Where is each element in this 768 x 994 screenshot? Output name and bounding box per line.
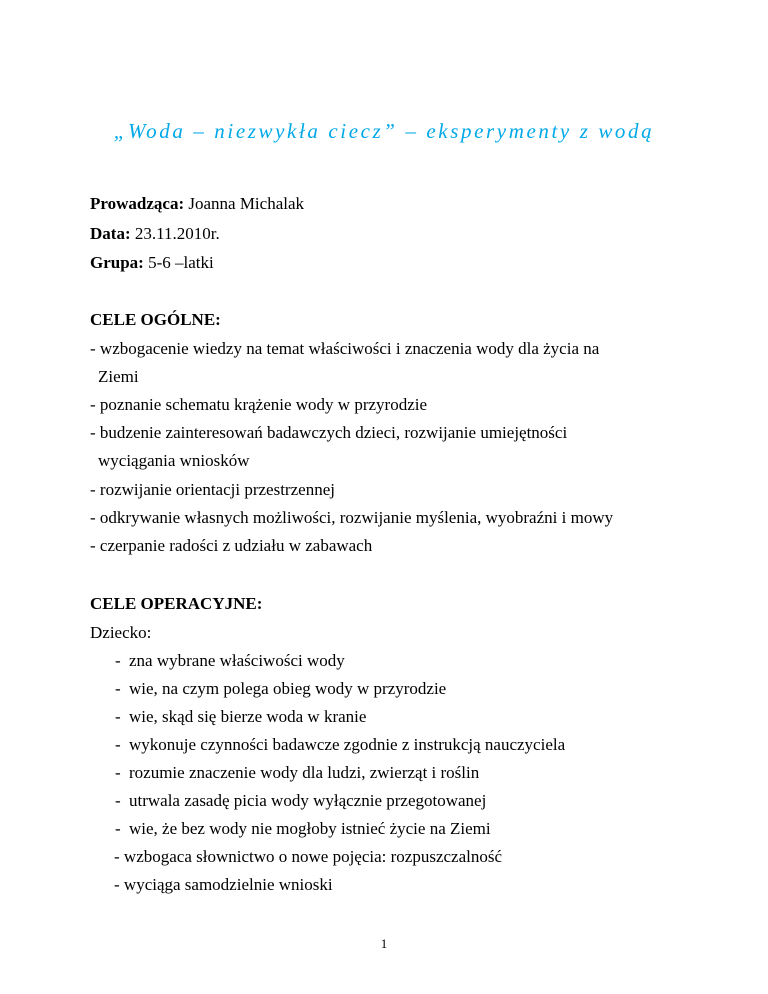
group-line (90, 252, 214, 274)
operational-goal-item: - wie, że bez wody nie mogłoby istnieć życie na Ziemi (115, 819, 491, 838)
general-goal-item: - czerpanie radości z udziału w zabawach (90, 536, 373, 555)
operational-goals-heading: CELE OPERACYJNE: (90, 594, 263, 613)
leader-value: Joanna Michalak (184, 194, 305, 213)
general-goals-heading: CELE OGÓLNE: (90, 310, 221, 329)
general-goal-item-continuation: wyciągania wniosków (98, 451, 250, 470)
date-label: Data: (90, 224, 131, 243)
operational-goal-item: - wykonuje czynności badawcze zgodnie z instrukcją nauczyciela (115, 735, 566, 754)
page-number: 1 (380, 936, 388, 951)
general-goal-item: - odkrywanie własnych możliwości, rozwijanie myślenia, wyobraźni i mowy (90, 508, 614, 527)
leader-label: Prowadząca: (90, 194, 185, 213)
operational-goal-item: - wyciąga samodzielnie wnioski (114, 875, 333, 894)
group-value: 5-6 –latki (143, 253, 214, 272)
date-value: 23.11.2010r. (130, 224, 220, 243)
operational-goal-item: - wie, na czym polega obieg wody w przyrodzie (115, 679, 447, 698)
leader-line (90, 193, 304, 215)
group-label: Grupa: (90, 253, 144, 272)
operational-goal-item: - utrwala zasadę picia wody wyłącznie przegotowanej (115, 791, 487, 810)
document-title: „Woda – niezwykła ciecz” – eksperymenty z wodą (113, 119, 655, 143)
general-goal-item: - rozwijanie orientacji przestrzennej (90, 480, 335, 499)
general-goal-item: - wzbogacenie wiedzy na temat właściwości i znaczenia wody dla życia na (90, 339, 600, 358)
general-goal-item-continuation: Ziemi (98, 367, 139, 386)
operational-goal-item: - rozumie znaczenie wody dla ludzi, zwierząt i roślin (115, 763, 480, 782)
operational-goal-item: - wzbogaca słownictwo o nowe pojęcia: rozpuszczalność (114, 847, 503, 866)
general-goal-item: - poznanie schematu krążenie wody w przyrodzie (90, 395, 428, 414)
date-line (90, 223, 220, 245)
operational-goal-item: - wie, skąd się bierze woda w kranie (115, 707, 367, 726)
operational-goal-item: - zna wybrane właściwości wody (115, 651, 345, 670)
operational-goals-intro: Dziecko: (90, 623, 152, 642)
general-goal-item: - budzenie zainteresowań badawczych dzieci, rozwijanie umiejętności (90, 423, 568, 442)
